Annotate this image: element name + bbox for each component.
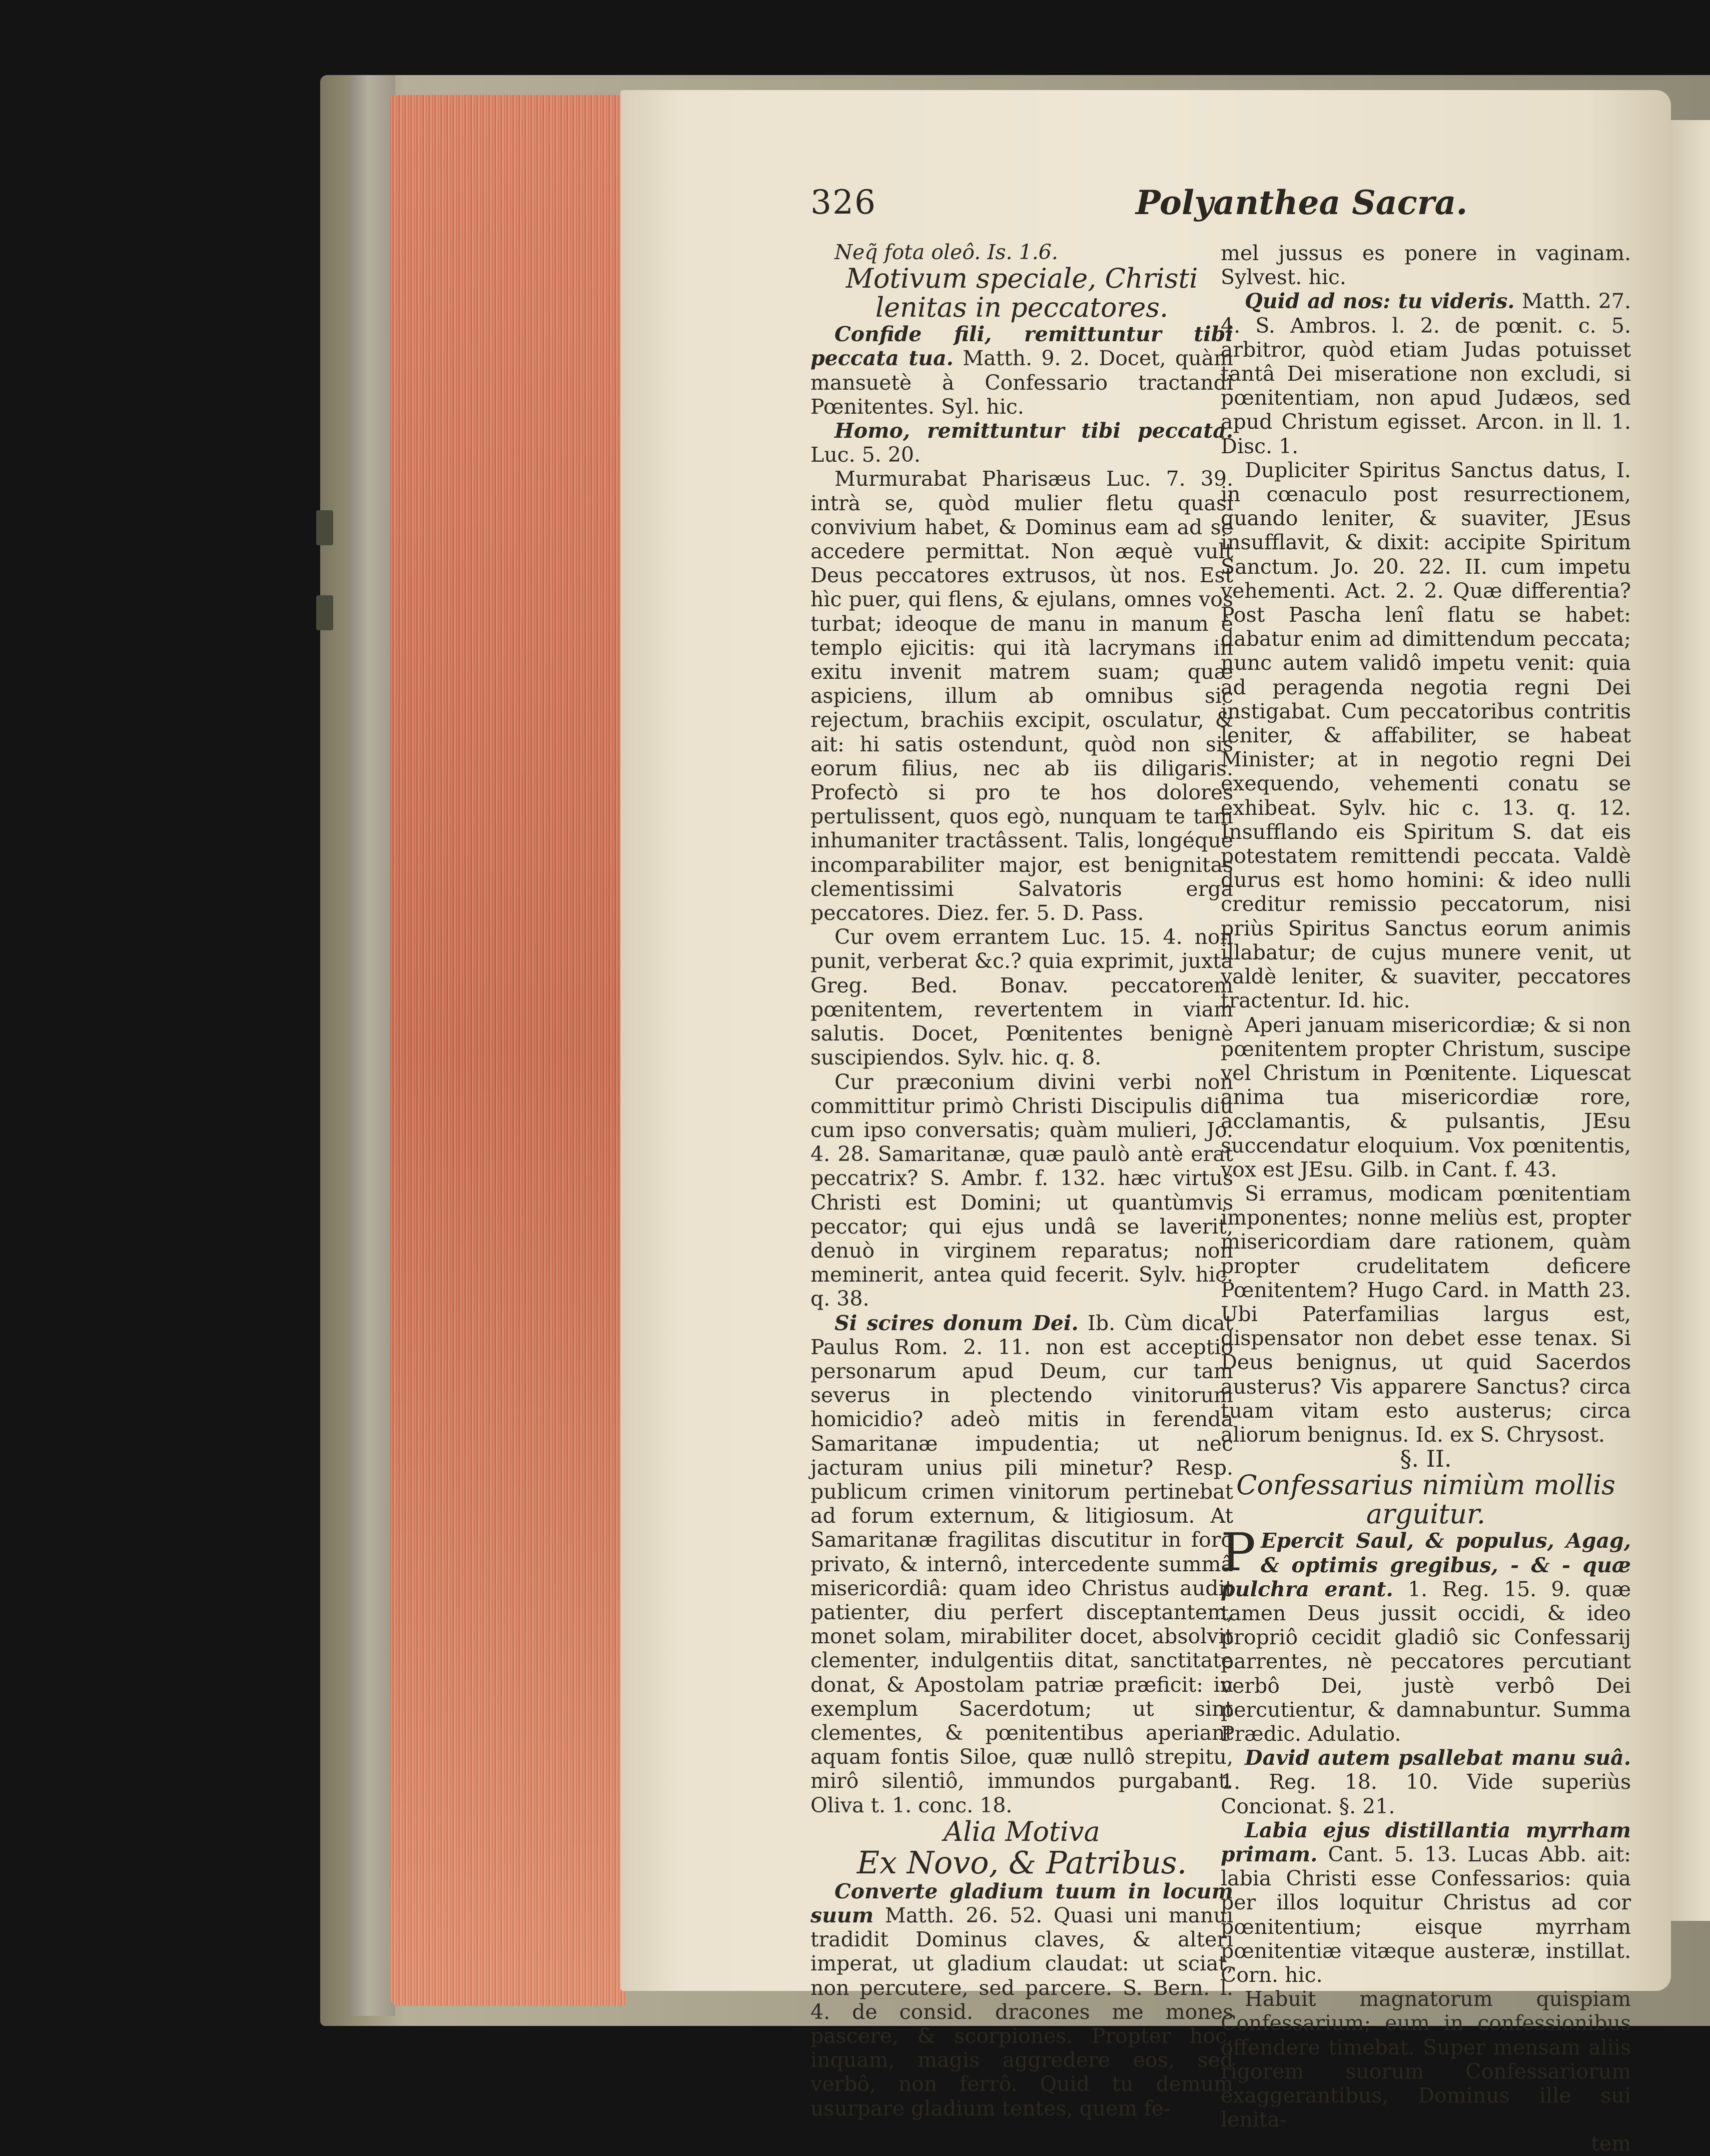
paragraph-text: 1. Reg. 18. 10. Vide superiùs Concionat. §. 21. <box>1221 1770 1631 1818</box>
dropcap-paragraph <box>1221 1522 1631 1746</box>
cited-paragraph <box>1221 1818 1631 1987</box>
section-number: §. II. <box>1400 1445 1452 1473</box>
cited-paragraph <box>810 419 1233 467</box>
continued-paragraph: mel jussus es ponere in vaginam. Sylvest. hic. <box>1221 241 1631 290</box>
body-paragraph: Dupliciter Spiritus Sanctus datus, I. in cœnaculo post resurrectionem, quando leniter, & suaviter, JEsus insufflavit, & dixit: accipite Spiritum Sanctum. Jo. 20. 22. II. cum impetu vehementi. Act. 2. 2. Quæ differentia? Post Pascha lenî flatu se habet: dabatur enim ad dimittendum peccata; nunc autem validô impetu venit: quia ad peragenda negotia regni Dei instigabat. Cum peccatoribus contritis leniter, & affabiliter, se habeat Minister; at in negotio regni Dei exequendo, vehementi conatu se exhibeat. Sylv. hic c. 13. q. 12. Insufflando eis Spiritum S. dat eis potestatem remittendi peccata. Valdè durus est homo homini: & ideo nulli creditur remissio peccatorum, nisi priùs Spiritus Sanctus eorum animis illabatur; de cujus munere venit, ut valdè leniter, & suaviter, peccatores tractentur. Id. hic. <box>1221 458 1631 1013</box>
paragraph-text: Matth. 26. 52. Quasi uni manui tradidit Dominus claves, & alteri imperat, ut gladium claudat: ut sciat, non percutere, sed parcere. S. Bern. l. 4. de consid. dracones me mones pascere, & scorpiones. Propter hoc, inquam, magis aggredere eos, sed verbô, non ferrô. Quid tu demum usurpare gladium tentes, quem fe- <box>810 1903 1233 2120</box>
body-paragraph: Si erramus, modicam pœnitentiam imponentes; nonne meliùs est, propter misericordiam dare rationem, quàm propter crudelitatem deficere Pœnitentem? Hugo Card. in Matth 23. Ubi Paterfamilias largus est, dispensator non debet esse tenax. Si Deus benignus, ut quid Sacerdos austerus? Vis apparere Sanctus? circa tuam vitam esto austerus; circa aliorum benignus. Id. ex S. Chrysost. <box>1221 1181 1631 1447</box>
section-heading: Motivum speciale, Christi lenitas in peccatores. <box>845 263 1198 324</box>
paragraph-text: Ib. Cùm dicat Paulus Rom. 2. 11. non est acceptio personarum apud Deum, cur tam severus in plectendo vinitorum homicidio? adeò mitis in ferenda Samaritanæ impudentia; ut nec jacturam unius pili minetur? Resp. publicum crimen vinitorum pertinebat ad forum externum, & litigiosum. At Samaritanæ fragilitas discutitur in foro privato, & internô, intercedente summâ misericordiâ: quam ideo Christus audit patienter, diu perfert disceptantem, monet solam, mirabiliter docet, absolvit clementer, indulgentiis ditat, sanctitate donat, & Apostolam patriæ præficit: in exemplum Sacerdotum; ut sint clementes, & pœnitentibus aperiant aquam fontis Siloe, quæ nullô strepitu, mirô silentiô, immundos purgabant. Oliva t. 1. conc. 18. <box>810 1311 1233 1817</box>
body-paragraph: Murmurabat Pharisæus Luc. 7. 39. intrà se, quòd mulier fletu quasi convivium habet, & Dominus eam ad se accedere permittat. Non æquè vult Deus peccatores extrusos, ùt nos. Est hìc puer, qui flens, & ejulans, omnes vos turbat; ideoque de manu in manum è templo ejicitis: qui ità lacrymans in exitu invenit matrem suam; quæ aspiciens, illum ab omnibus sic rejectum, brachiis excipit, osculatur, & ait: hi satis ostendunt, quòd non sis eorum filius, nec ab iis diligaris. Profectò si pro te hos dolores pertulissent, quos egò, nunquam te tam inhumaniter tractâssent. Talis, longéque incomparabiliter major, est benignitas clementissimi Salvatoris erga peccatores. Diez. fer. 5. D. Pass. <box>810 467 1233 925</box>
body-paragraph: Cur præconium divini verbi non committitur primò Christi Discipulis diu cum ipso conversatis; quàm mulieri, Jo. 4. 28. Samaritanæ, quæ paulò antè erat peccatrix? S. Ambr. f. 132. hæc virtus Christi est Domini; ut quantùmvis peccator; qui ejus undâ se laverit, denuò in virginem reparatus; non meminerit, antea quid fecerit. Sylv. hic. q. 38. <box>810 1069 1233 1311</box>
right-text-column <box>1221 241 1631 2156</box>
section-heading: Confessarius nimiùm mollis arguitur. <box>1236 1469 1615 1530</box>
section-heading: Alia Motiva <box>944 1815 1100 1847</box>
running-title: Polyanthea Sacra. <box>1136 183 1468 222</box>
left-text-column <box>810 240 1233 2120</box>
paragraph-text: 1. Reg. 15. 9. quæ tamen Deus jussit occidi, & ideo propriô cecidit gladiô sic Confessarij parrentes, nè peccatores percutiant verbô Dei, justè verbô Dei percutientur, & damnabuntur. Summa Prædic. Adulatio. <box>1221 1577 1631 1746</box>
body-paragraph: Cur ovem errantem Luc. 15. 4. non punit, verberat &c.? quia exprimit, juxta Greg. Bed. Bonav. peccatorem pœnitentem, revertentem in viam salutis. Docet, Pœnitentes benignè suscipiendos. Sylv. hic. q. 8. <box>810 925 1233 1070</box>
scripture-citation: Si scires donum Dei. <box>834 1311 1079 1335</box>
paragraph-text: Luc. 5. 20. <box>810 443 921 467</box>
cited-paragraph <box>810 1879 1233 2120</box>
scripture-citation: Converte gladium tuum in locum suum <box>810 1879 1233 1927</box>
scripture-citation: Quid ad nos: tu videris. <box>1245 289 1515 314</box>
cited-paragraph <box>1221 289 1631 458</box>
scripture-citation: Epercit Saul, & populus, Agag, & optimis gregibus, - & - quæ pulchra erant. <box>1221 1529 1631 1601</box>
facing-page-edge <box>1668 120 1710 1921</box>
drop-capital: P <box>1221 1522 1256 1583</box>
paragraph-text: Matth. 27. 4. S. Ambros. l. 2. de pœnit. c. 5. arbitror, quòd etiam Judas potuisset tantâ Dei miseratione non excludi, si pœnitentiam, non apud Judæos, sed apud Christum egisset. Arcon. in ll. 1. Disc. 1. <box>1221 289 1631 458</box>
scripture-citation: David autem psallebat manu suâ. <box>1245 1746 1631 1770</box>
book-spine <box>350 75 395 2016</box>
page-edges-shading <box>390 95 625 2006</box>
paragraph-text: Matth. 9. 2. Docet, quàm mansuetè à Confessario tractandi Pœnitentes. Syl. hic. <box>810 346 1233 419</box>
cited-paragraph <box>810 1311 1233 1817</box>
scripture-citation: Confide fili, remittuntur tibi peccata tua. <box>810 322 1233 371</box>
body-paragraph: Aperi januam misericordiæ; & si non pœnitentem propter Christum, suscipe vel Christum in Pœnitente. Liquescat anima tua misericordiæ rore, acclamantis, & pulsantis, JEsu succendatur eloquium. Vox pœnitentis, vox est JEsu. Gilb. in Cant. f. 43. <box>1221 1012 1631 1182</box>
italic-citation-line: Neq̃ fota oleô. Is. 1.6. <box>834 240 1058 264</box>
body-paragraph: Habuit magnatorum quispiam Confessarium; eum in confessionibus offendere timebat. Super mensam aliis rigorem suorum Confessariorum exaggerantibus, Dominus ille sui lenita- <box>1221 1987 1631 2132</box>
scripture-citation: Homo, remittuntur tibi peccata. <box>834 419 1233 443</box>
section-heading-large: Ex Novo, & Patribus. <box>857 1844 1187 1881</box>
clasp-bottom <box>316 595 333 630</box>
scripture-citation: Labia ejus distillantia myrrham primam. <box>1221 1818 1631 1866</box>
clasp-top <box>316 510 333 545</box>
page-number: 326 <box>810 183 877 222</box>
cited-paragraph <box>810 322 1233 419</box>
catchword: tem <box>1591 2131 1631 2156</box>
paragraph-text: Cant. 5. 13. Lucas Abb. ait: labia Christi esse Confessarios: quia per illos loquitur Christus ad cor pœnitentium; eisque myrrham pœnitentiæ vitæque austeræ, instillat. Corn. hic. <box>1221 1842 1631 1987</box>
cited-paragraph <box>1221 1746 1631 1818</box>
